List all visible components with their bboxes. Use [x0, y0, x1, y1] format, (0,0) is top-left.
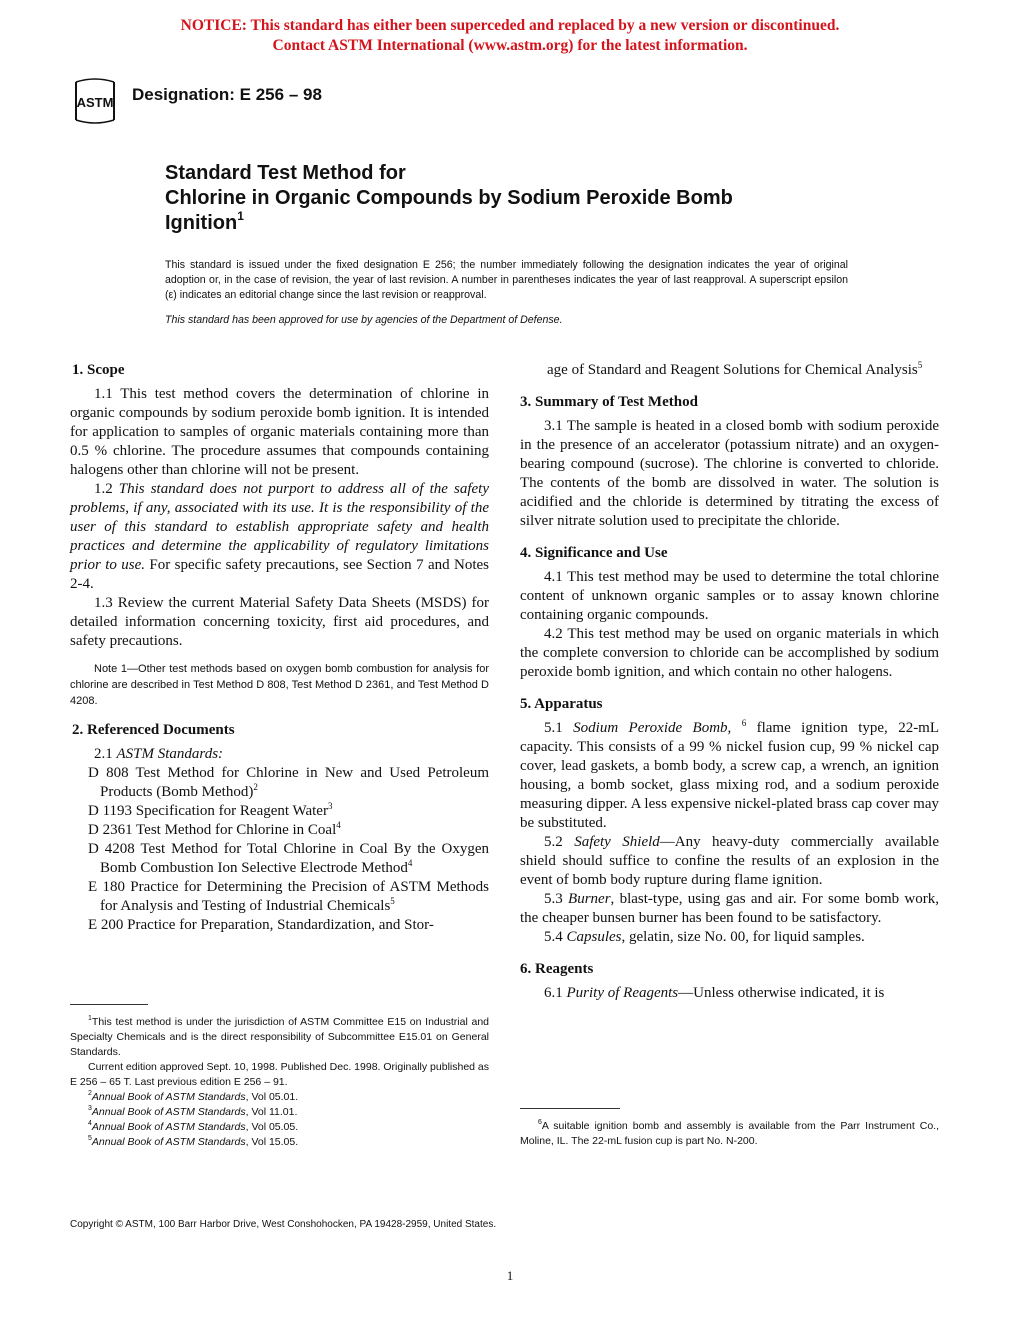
- title-line-3: Ignition: [165, 212, 238, 234]
- ref-d2361: D 2361 Test Method for Chlorine in Coal$^4$: [88, 820, 341, 838]
- section-1-heading: 1. Scope: [72, 362, 125, 378]
- ref-e200: E 200 Practice for Preparation, Standardization, and Stor-: [88, 917, 434, 933]
- document-title: [165, 161, 905, 236]
- title-line-2: Chlorine in Organic Compounds by Sodium Peroxide Bomb: [165, 187, 733, 209]
- section-3-heading: 3. Summary of Test Method: [520, 394, 698, 410]
- paragraph-4-2: 4.2 This test method may be used on organic materials in which the complete conversion to chloride can be accomplished by sodium peroxide bomb ignition, and which contain no other halogens.: [520, 626, 939, 680]
- title-line-1: Standard Test Method for: [165, 162, 406, 184]
- footnote-1-edition: Current edition approved Sept. 10, 1998. Published Dec. 1998. Originally published as E 256 – 65 T. Last previous edition E 256 – 91.: [70, 1061, 490, 1088]
- left-column: [70, 361, 489, 935]
- issuance-statement: This standard is issued under the fixed designation E 256; the number immediately following the designation indicates the year of original adoption or, in the case of revision, the year of last revision. A number in parentheses indicates the year of last reapproval. A superscript epsilon (ε) indicates an editorial change since the last revision or reapproval.: [165, 259, 848, 301]
- ref-d808: D 808 Test Method for Chlorine in New and Used Petroleum Products (Bomb Method)$^2$: [88, 765, 489, 800]
- section-5-heading: 5. Apparatus: [520, 696, 603, 712]
- ref-e180: E 180 Practice for Determining the Precision of ASTM Methods for Analysis and Testing of Industrial Chemicals$^5$: [88, 879, 489, 914]
- section-4-heading: 4. Significance and Use: [520, 545, 668, 561]
- paragraph-1-2: 1.2 This standard does not purport to address all of the safety problems, if any, associated with its use. It is the responsibility of the user of this standard to establish appropriate safety and health practices and determine the applicability of regulatory limitations prior to use. For specific safety precautions, see Section 7 and Notes 2-4.: [70, 481, 489, 592]
- paragraph-2-1: 2.1 ASTM Standards:: [94, 746, 224, 762]
- paragraph-3-1: 3.1 The sample is heated in a closed bomb with sodium peroxide in the presence of an accelerator (potassium nitrate) and an oxygen-bearing compound (sucrose). The chlorine is converted to chloride. The contents of the bomb are dissolved in water. The solution is acidified and the chloride is determined by titrating the excess of silver nitrate solution used to precipitate the chloride.: [520, 418, 939, 529]
- paragraph-5-2: 5.2 Safety Shield—Any heavy-duty commercially available shield should suffice to confine the results of an explosion in the event of bomb body rupture during flame ignition.: [520, 834, 939, 888]
- page-number: 1: [506, 1268, 514, 1283]
- footnote-6: $^6$A suitable ignition bomb and assembly is available from the Parr Instrument Co., Moline, IL. The 22-mL fusion cup is part No. N-200.: [520, 1119, 939, 1147]
- designation: Designation: E 256 – 98: [132, 85, 322, 104]
- paragraph-6-1: 6.1 Purity of Reagents—Unless otherwise indicated, it is: [544, 985, 885, 1001]
- left-footnotes: [70, 1004, 489, 1150]
- right-footnotes: [520, 1108, 939, 1149]
- paragraph-1-3: 1.3 Review the current Material Safety Data Sheets (MSDS) for detailed information concerning toxicity, first aid procedures, and safety precautions.: [70, 595, 489, 649]
- footnote-5: $^5$Annual Book of ASTM Standards, Vol 15.05.: [88, 1135, 299, 1148]
- paragraph-5-3: 5.3 Burner, blast-type, using gas and air. For some bomb work, the cheaper bunsen burner has been found to be satisfactory.: [520, 891, 940, 926]
- paragraph-5-4: 5.4 Capsules, gelatin, size No. 00, for liquid samples.: [544, 929, 865, 945]
- right-column: [520, 361, 939, 1003]
- copyright: Copyright © ASTM, 100 Barr Harbor Drive, West Conshohocken, PA 19428-2959, United States.: [70, 1219, 497, 1230]
- notice-line-1: NOTICE: This standard has either been superceded and replaced by a new version or discontinued.: [180, 17, 840, 34]
- section-6-heading: 6. Reagents: [520, 961, 594, 977]
- section-2-heading: 2. Referenced Documents: [72, 722, 235, 738]
- notice-banner: [0, 16, 1020, 56]
- dod-approval-statement: This standard has been approved for use by agencies of the Department of Defense.: [165, 314, 563, 326]
- footnote-1: $^1$This test method is under the jurisdiction of ASTM Committee E15 on Industrial and Specialty Chemicals and is the direct responsibility of Subcommittee E15.01 on General Standards.: [70, 1015, 489, 1058]
- ref-d1193: D 1193 Specification for Reagent Water$^3$: [88, 801, 333, 819]
- title-footnote-mark: 1: [237, 209, 244, 223]
- paragraph-4-1: 4.1 This test method may be used to determine the total chlorine content of unknown organic samples or to assay known chlorine containing organic compounds.: [520, 569, 939, 623]
- footnote-4: $^4$Annual Book of ASTM Standards, Vol 05.05.: [88, 1120, 299, 1133]
- paragraph-1-1: 1.1 This test method covers the determination of chlorine in organic compounds by sodium peroxide bomb ignition. It is intended for application to samples of organic materials containing more than 0.5 % chlorine. The procedure assumes that compounds containing halogens other than chlorine will not be present.: [70, 386, 489, 478]
- astm-logo-icon: [70, 78, 120, 124]
- notice-line-2: Contact ASTM International (www.astm.org) for the latest information.: [272, 37, 748, 54]
- paragraph-5-1: 5.1 Sodium Peroxide Bomb, $^6$ flame ignition type, 22-mL capacity. This consists of a 99 % nickel fusion cup, 99 % nickel cap cover, lead gaskets, a bomb body, a screw cap, a wrench, an ignition housing, a bomb socket, glass mixing rod, and a sodium peroxide measuring dipper. A less expensive nickel-plated brass cap cover may be substituted.: [520, 718, 940, 831]
- logo-text: ASTM: [76, 95, 114, 110]
- ref-e200-continued: age of Standard and Reagent Solutions for Chemical Analysis$^5$: [547, 360, 923, 378]
- ref-d4208: D 4208 Test Method for Total Chlorine in Coal By the Oxygen Bomb Combustion Ion Selective Electrode Method$^4$: [88, 841, 489, 876]
- footnote-2: $^2$Annual Book of ASTM Standards, Vol 05.01.: [88, 1090, 299, 1103]
- note-1: Note 1—Other test methods based on oxygen bomb combustion for analysis for chlorine are described in Test Method D 808, Test Method D 2361, and Test Method D 4208.: [70, 663, 489, 707]
- footnote-3: $^3$Annual Book of ASTM Standards, Vol 11.01.: [88, 1105, 298, 1118]
